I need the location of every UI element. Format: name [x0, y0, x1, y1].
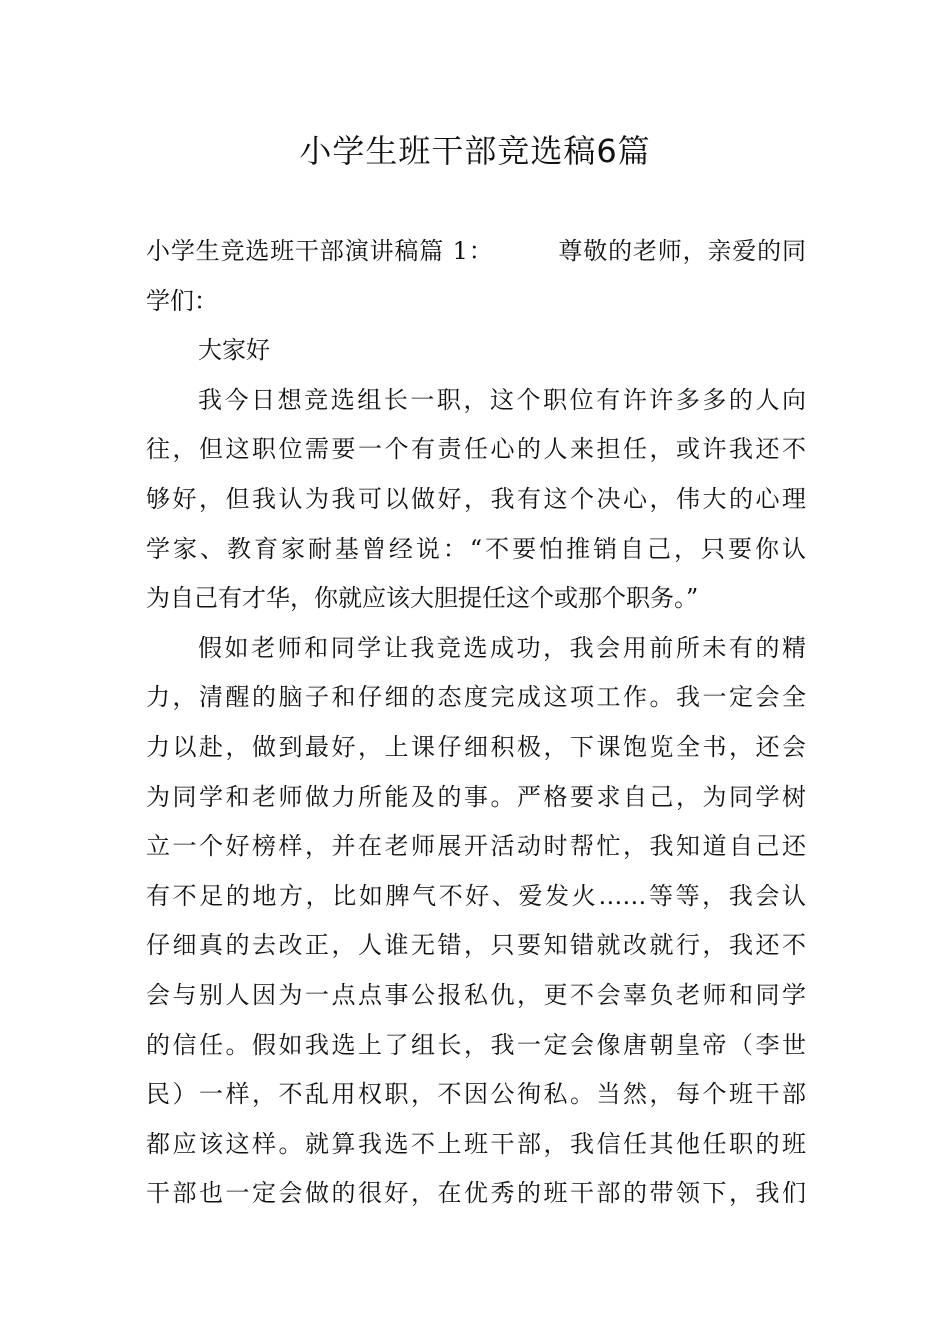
text-line: 民）一样，不乱用权职，不因公徇私。当然，每个班干部: [146, 1080, 806, 1109]
text-line: 力以赴，做到最好，上课仔细积极，下课饱览全书，还会: [146, 732, 806, 761]
text-line: 的信任。假如我选上了组长，我一定会像唐朝皇帝（李世: [146, 1030, 806, 1059]
text-line: 干部也一定会做的很好，在优秀的班干部的带领下，我们: [146, 1179, 806, 1208]
salutation-start: 尊敬的老师，亲爱的同: [557, 237, 806, 265]
text-line: 我今日想竞选组长一职，这个职位有许许多多的人向: [198, 385, 806, 414]
text-line: 立一个好榜样，并在老师展开活动时帮忙，我知道自己还: [146, 832, 806, 861]
speech-label: 小学生竞选班干部演讲稿篇 1：: [146, 237, 494, 265]
text-line: 学家、教育家耐基曾经说：“不要怕推销自己，只要你认: [146, 534, 806, 563]
text-line: 会与别人因为一点点事公报私仇，更不会辜负老师和同学: [146, 980, 806, 1009]
text-line: 为自己有才华，你就应该大胆提任这个或那个职务。”: [146, 584, 699, 613]
text-line: 都应该这样。就算我选不上班干部，我信任其他任职的班: [146, 1129, 806, 1158]
text-line: 为同学和老师做力所能及的事。严格要求自己，为同学树: [146, 782, 806, 811]
heading-line: [146, 227, 806, 277]
text-line: 够好，但我认为我可以做好，我有这个决心，伟大的心理: [146, 484, 806, 513]
document-body: [146, 227, 806, 1219]
text-line: 学们：: [146, 286, 218, 315]
text-line: 往，但这职位需要一个有责任心的人来担任，或许我还不: [146, 435, 806, 464]
text-line: 大家好: [198, 336, 270, 365]
text-line: 仔细真的去改正，人谁无错，只要知错就改就行，我还不: [146, 931, 806, 960]
text-line: 有不足的地方，比如脾气不好、爱发火……等等，我会认: [146, 881, 806, 910]
document-title: 小学生班干部竞选稿6篇: [299, 132, 651, 170]
text-line: 假如老师和同学让我竞选成功，我会用前所未有的精: [198, 633, 806, 662]
text-line: 力，清醒的脑子和仔细的态度完成这项工作。我一定会全: [146, 683, 806, 712]
